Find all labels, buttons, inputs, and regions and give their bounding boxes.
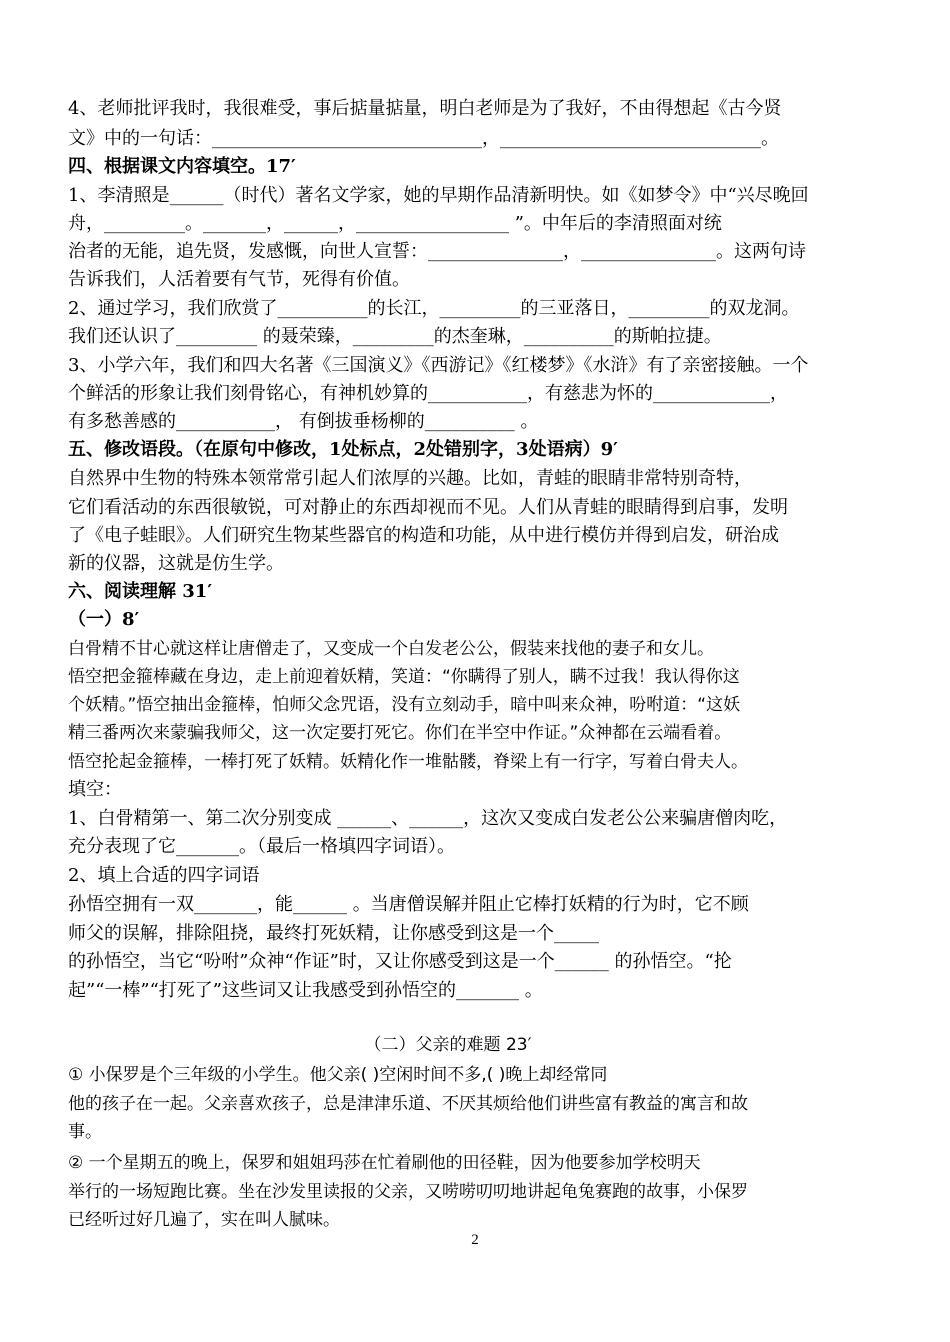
r1-q2-line-4: 起”“一棒”“打死了”这些词又让我感受到孙悟空的_______ 。 xyxy=(68,980,543,1001)
s4-q3-line-1: 3、小学六年，我们和四大名著《三国演义》《西游记》《红楼梦》《水浒》有了亲密接触。一个 xyxy=(68,355,809,376)
r1-q2-line-2: 师父的误解，排除阻挠，最终打死妖精，让你感受到这是一个_____ xyxy=(68,923,599,944)
section-6-heading: 六、阅读理解 31′ xyxy=(68,581,213,602)
reading-1-heading: （一）8′ xyxy=(68,609,140,630)
reading-1-line-1: 白骨精不甘心就这样让唐僧走了，又变成一个白发老公公，假装来找他的妻子和女儿。 xyxy=(68,639,714,659)
r1-q2-line-3: 的孙悟空，当它“吩咐”众神“作证”时，又让你感受到这是一个______ 的孙悟空。“抡 xyxy=(68,951,732,972)
reading-2-p2-line-2: 举行的一场短跑比赛。坐在沙发里读报的父亲，又唠唠叨叨地讲起龟兔赛跑的故事，小保罗 xyxy=(68,1182,748,1202)
reading-1-line-2: 悟空把金箍棒藏在身边，走上前迎着妖精，笑道：“你瞒得了别人，瞒不过我！我认得你这 xyxy=(68,667,740,687)
s4-q3-line-3: 有多愁善感的___________， 有倒拔垂杨柳的__________ 。 xyxy=(68,411,539,432)
s4-q1-line-1: 1、李清照是______（时代）著名文学家，她的早期作品清新明快。如《如梦令》中“兴尽晚回 xyxy=(68,185,809,206)
page-number: 2 xyxy=(471,1232,479,1248)
s5-paragraph-line-1: 自然界中生物的特殊本领常常引起人们浓厚的兴趣。比如，青蛙的眼睛非常特别奇特， xyxy=(68,468,752,489)
reading-2-p2-line-1: ② 一个星期五的晚上，保罗和姐姐玛莎在忙着刷他的田径鞋，因为他要参加学校明天 xyxy=(68,1153,701,1173)
r1-q1-line-2: 充分表现了它_______。（最后一格填四字词语）。 xyxy=(68,836,455,857)
r1-q2-line-1: 孙悟空拥有一双_______，能______ 。当唐僧误解并阻止它棒打妖精的行为时，它不顾 xyxy=(68,894,749,915)
s4-q1-line-3: 治者的无能，追先贤，发感慨，向世人宣誓：_______________，_______________。这两句诗 xyxy=(68,241,806,262)
section-4-heading: 四、根据课文内容填空。17′ xyxy=(68,156,296,177)
q4-line-1: 4、老师批评我时，我很难受，事后掂量掂量，明白老师是为了我好，不由得想起《古今贤 xyxy=(68,98,782,119)
reading-1-line-3: 个妖精。”悟空抽出金箍棒，怕师父念咒语，没有立刻动手，暗中叫来众神，吩咐道：“这妖 xyxy=(68,695,741,715)
s4-q3-line-2: 个鲜活的形象让我们刻骨铭心，有神机妙算的___________，有慈悲为怀的_____________， xyxy=(68,383,788,404)
fill-in-label: 填空： xyxy=(68,779,122,800)
reading-2-heading: （二）父亲的难题 23′ xyxy=(364,1035,532,1055)
s5-paragraph-line-4: 新的仪器，这就是仿生学。 xyxy=(68,553,284,574)
section-5-heading: 五、修改语段。（在原句中修改，1处标点，2处错别字，3处语病）9′ xyxy=(68,439,618,460)
reading-2-p1-line-3: 事。 xyxy=(68,1122,102,1142)
q4-line-2: 文》中的一句话：______________________________，_____________________________。 xyxy=(68,128,779,149)
reading-2-p2-line-3: 已经听过好几遍了，实在叫人腻味。 xyxy=(68,1210,340,1230)
s4-q2-line-2: 我们还认识了_________ 的聂荣臻，_________的杰奎琳，__________的斯帕拉捷。 xyxy=(68,326,722,347)
s4-q1-line-2: 舟，_________。_______，______，_________________ ”。中年后的李清照面对统 xyxy=(68,213,722,234)
reading-1-line-5: 悟空抡起金箍棒，一棒打死了妖精。妖精化作一堆骷髅，脊梁上有一行字，写着白骨夫人。 xyxy=(68,752,748,772)
r1-q1-line-1: 1、白骨精第一、第二次分别变成 ______、______，这次又变成白发老公公来骗唐僧肉吃， xyxy=(68,808,788,829)
s4-q2-line-1: 2、通过学习，我们欣赏了__________的长江，_________的三亚落日，_________的双龙洞。 xyxy=(68,298,800,319)
reading-1-line-4: 精三番两次来蒙骗我师父，这一次定要打死它。你们在半空中作证。”众神都在云端看着。 xyxy=(68,723,732,743)
s4-q1-line-4: 告诉我们，人活着要有气节，死得有价值。 xyxy=(68,269,410,290)
reading-2-p1-line-2: 他的孩子在一起。父亲喜欢孩子，总是津津乐道、不厌其烦给他们讲些富有教益的寓言和故 xyxy=(68,1094,748,1114)
s5-paragraph-line-2: 它们看活动的东西很敏锐，可对静止的东西却视而不见。人们从青蛙的眼睛得到启事，发明 xyxy=(68,497,788,518)
s5-paragraph-line-3: 了《电子蛙眼》。人们研究生物某些器官的构造和功能，从中进行模仿并得到启发，研治成 xyxy=(68,525,779,546)
reading-2-p1-line-1: ① 小保罗是个三年级的小学生。他父亲( )空闲时间不多,( )晚上却经常同 xyxy=(68,1065,608,1085)
r1-q2-heading: 2、填上合适的四字词语 xyxy=(68,865,260,886)
